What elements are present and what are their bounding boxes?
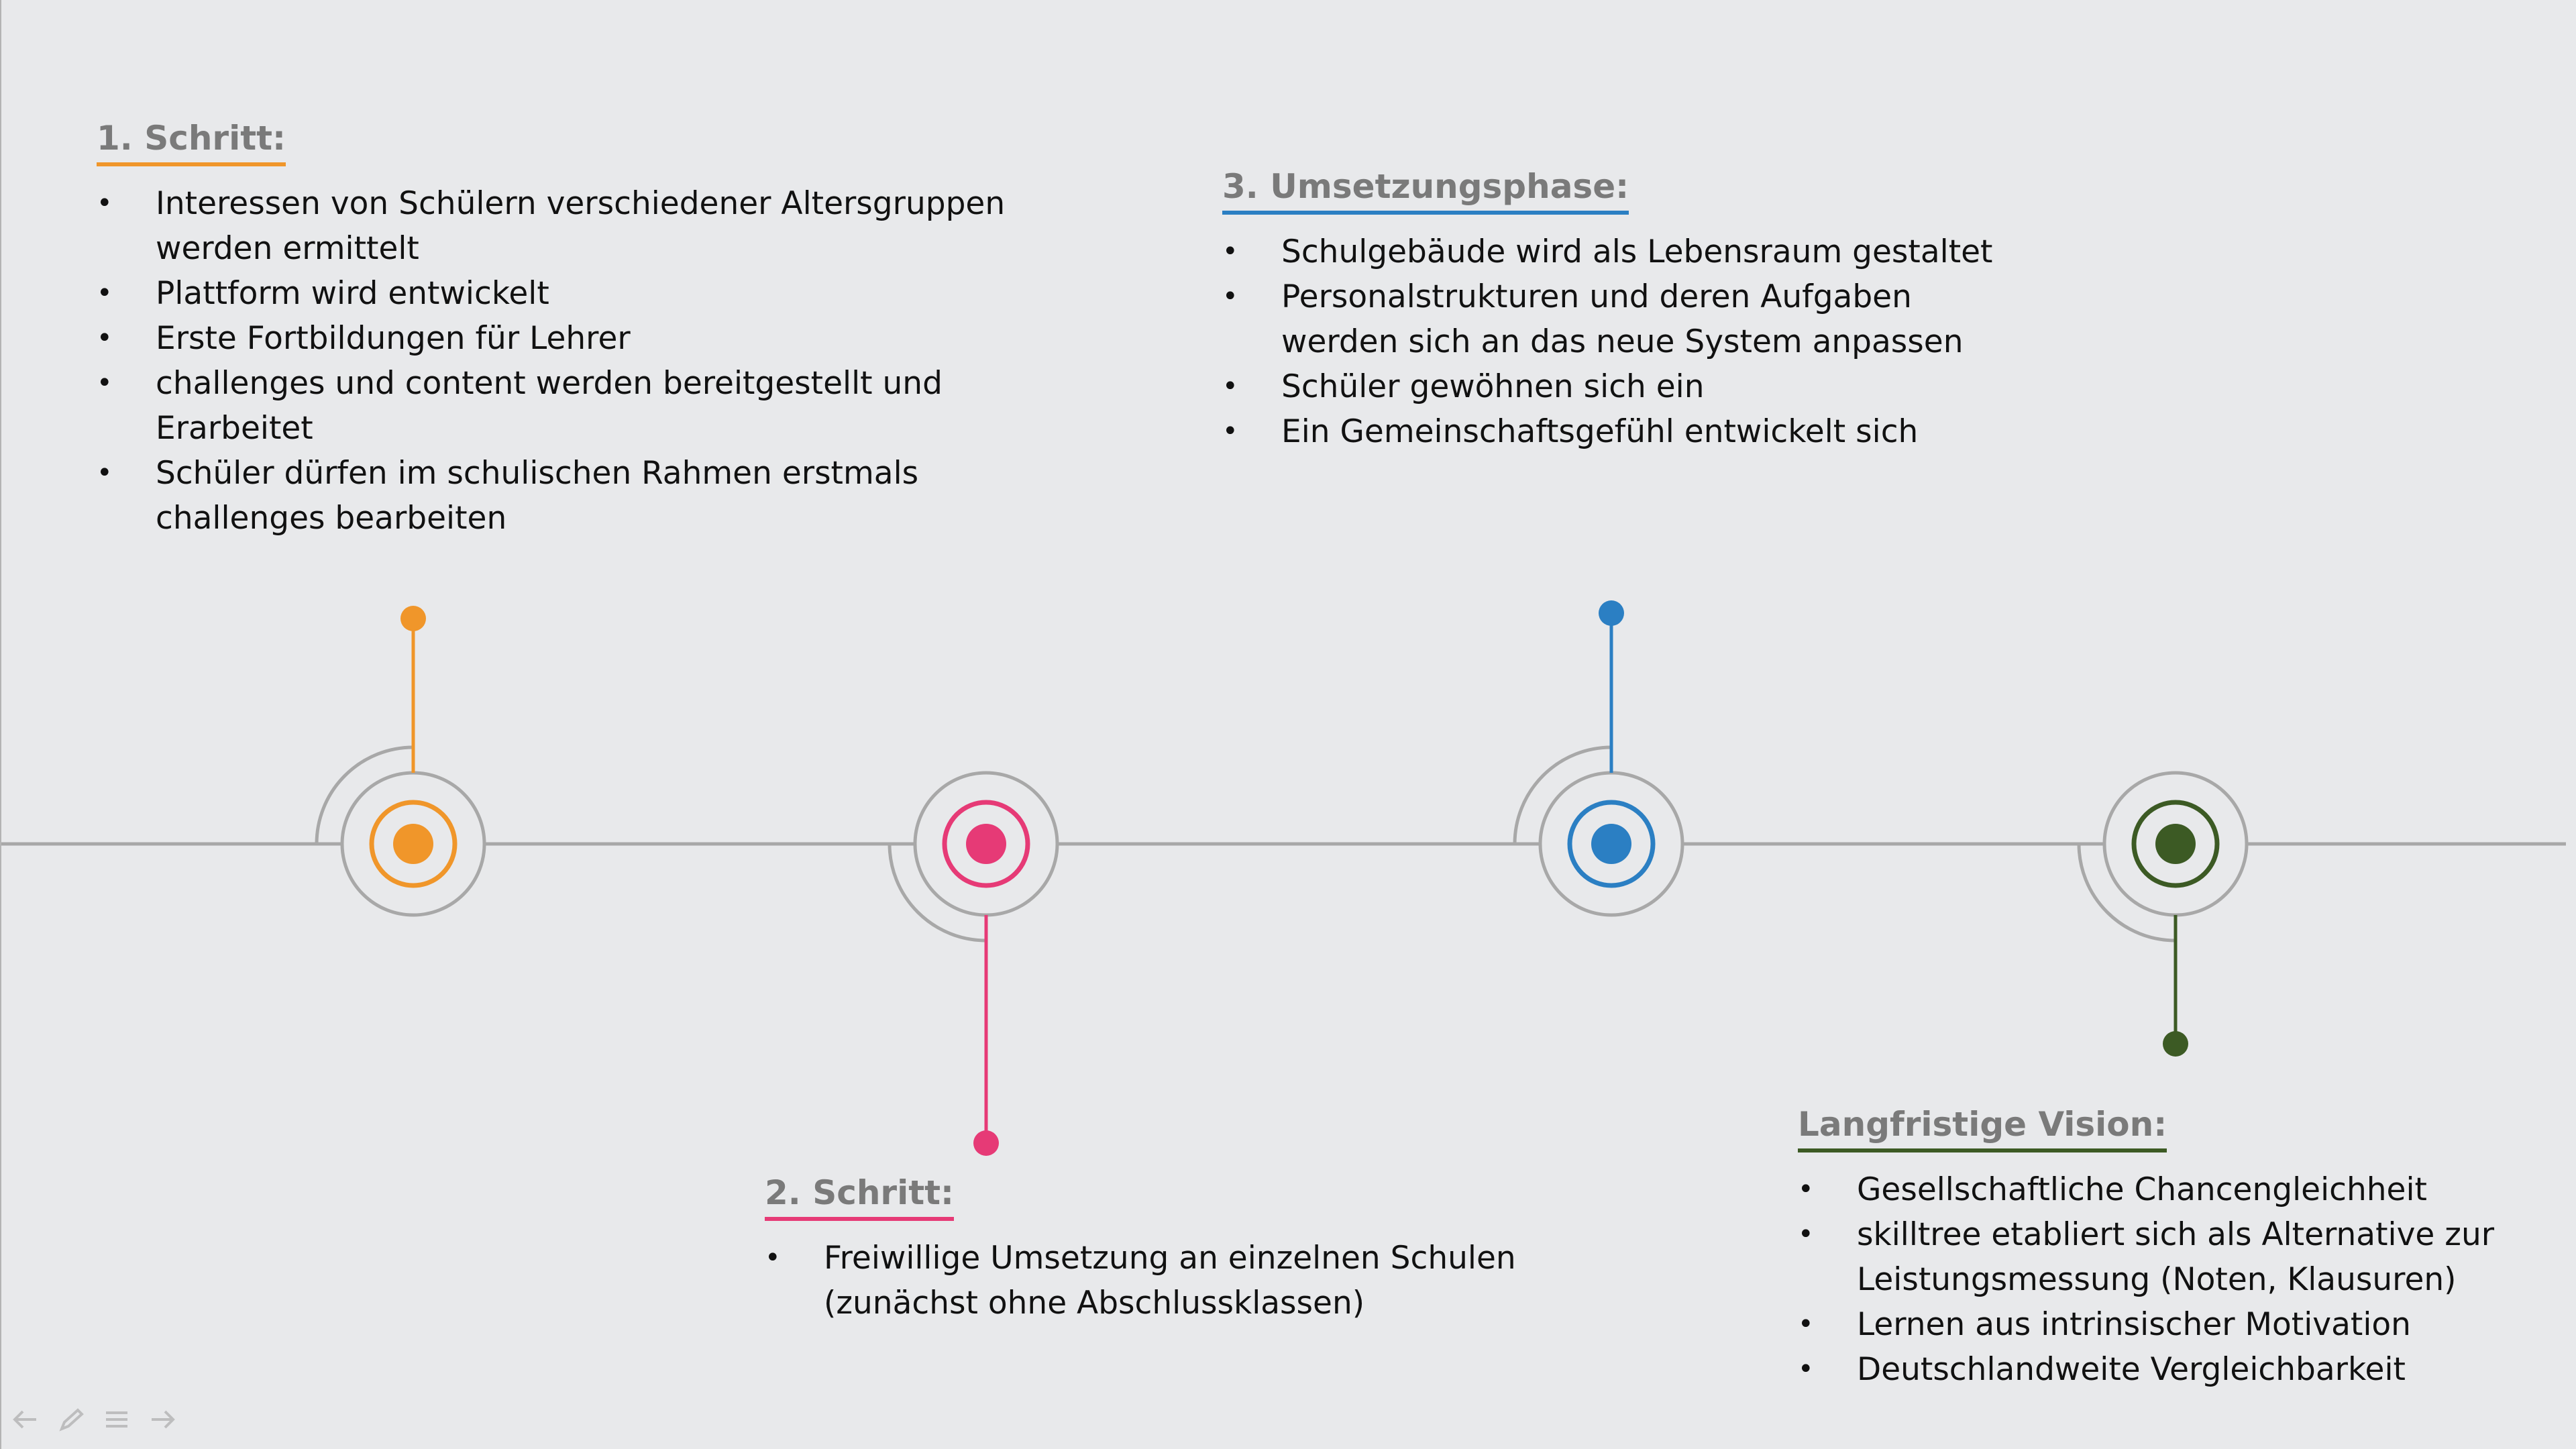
center-dot — [393, 824, 433, 864]
milestone-step3-title: 3. Umsetzungsphase: — [1222, 168, 1629, 215]
list-item-continuation: werden ermittelt — [156, 229, 419, 267]
milestone-step4-list — [1798, 1167, 2494, 1392]
milestone-step3-text — [1222, 168, 1992, 454]
milestone-step2-title: 2. Schritt: — [765, 1174, 954, 1221]
list-item: • Erste Fortbildungen für Lehrer — [97, 316, 1005, 361]
connector-dot — [1599, 600, 1624, 626]
milestone-step1-title: 1. Schritt: — [97, 119, 286, 166]
milestone-step4-text — [1798, 1106, 2494, 1392]
milestone-step2-list — [765, 1236, 1516, 1326]
list-item-continuation: Erarbeitet — [156, 409, 313, 447]
center-dot — [1591, 824, 1631, 864]
list-item-continuation: Leistungsmessung (Noten, Klausuren) — [1857, 1260, 2457, 1298]
connector-dot — [2163, 1031, 2188, 1057]
list-item: • Schüler gewöhnen sich ein — [1222, 364, 1992, 409]
center-dot — [2155, 824, 2196, 864]
milestone-step4-title: Langfristige Vision: — [1798, 1106, 2167, 1152]
connector-dot — [973, 1130, 999, 1156]
connector-dot — [400, 606, 426, 631]
milestone-step4-node — [2079, 773, 2247, 1057]
milestone-step3-list — [1222, 229, 1992, 454]
list-item: • Interessen von Schülern verschiedener Altersgruppen — [97, 181, 1005, 226]
milestone-step2-node — [890, 773, 1057, 1156]
pen-icon[interactable] — [58, 1407, 85, 1432]
list-item: • Schulgebäude wird als Lebensraum gestaltet — [1222, 229, 1992, 274]
milestone-step2-text — [765, 1174, 1516, 1326]
slideshow-toolbar — [12, 1407, 176, 1432]
menu-icon[interactable] — [103, 1407, 130, 1432]
list-item: • challenges und content werden bereitgestellt und — [97, 361, 1005, 406]
milestone-step1-list — [97, 181, 1005, 541]
milestone-step3-node — [1515, 600, 1682, 915]
list-item: • Deutschlandweite Vergleichbarkeit — [1798, 1347, 2494, 1392]
back-arrow-icon[interactable] — [12, 1407, 39, 1432]
list-item: • Personalstrukturen und deren Aufgaben — [1222, 274, 1992, 319]
list-item: • skilltree etabliert sich als Alternative zur — [1798, 1212, 2494, 1257]
list-item-continuation: challenges bearbeiten — [156, 499, 507, 537]
milestone-step1-node — [317, 606, 484, 915]
list-item-continuation: (zunächst ohne Abschlussklassen) — [824, 1284, 1365, 1322]
list-item: • Freiwillige Umsetzung an einzelnen Schulen — [765, 1236, 1516, 1281]
forward-arrow-icon[interactable] — [149, 1407, 176, 1432]
list-item: • Plattform wird entwickelt — [97, 271, 1005, 316]
list-item-continuation: werden sich an das neue System anpassen — [1281, 323, 1964, 360]
list-item: • Schüler dürfen im schulischen Rahmen erstmals — [97, 451, 1005, 496]
list-item: • Gesellschaftliche Chancengleichheit — [1798, 1167, 2494, 1212]
milestone-step1-text — [97, 119, 1005, 541]
center-dot — [966, 824, 1006, 864]
list-item: • Lernen aus intrinsischer Motivation — [1798, 1302, 2494, 1347]
list-item: • Ein Gemeinschaftsgefühl entwickelt sich — [1222, 409, 1992, 454]
